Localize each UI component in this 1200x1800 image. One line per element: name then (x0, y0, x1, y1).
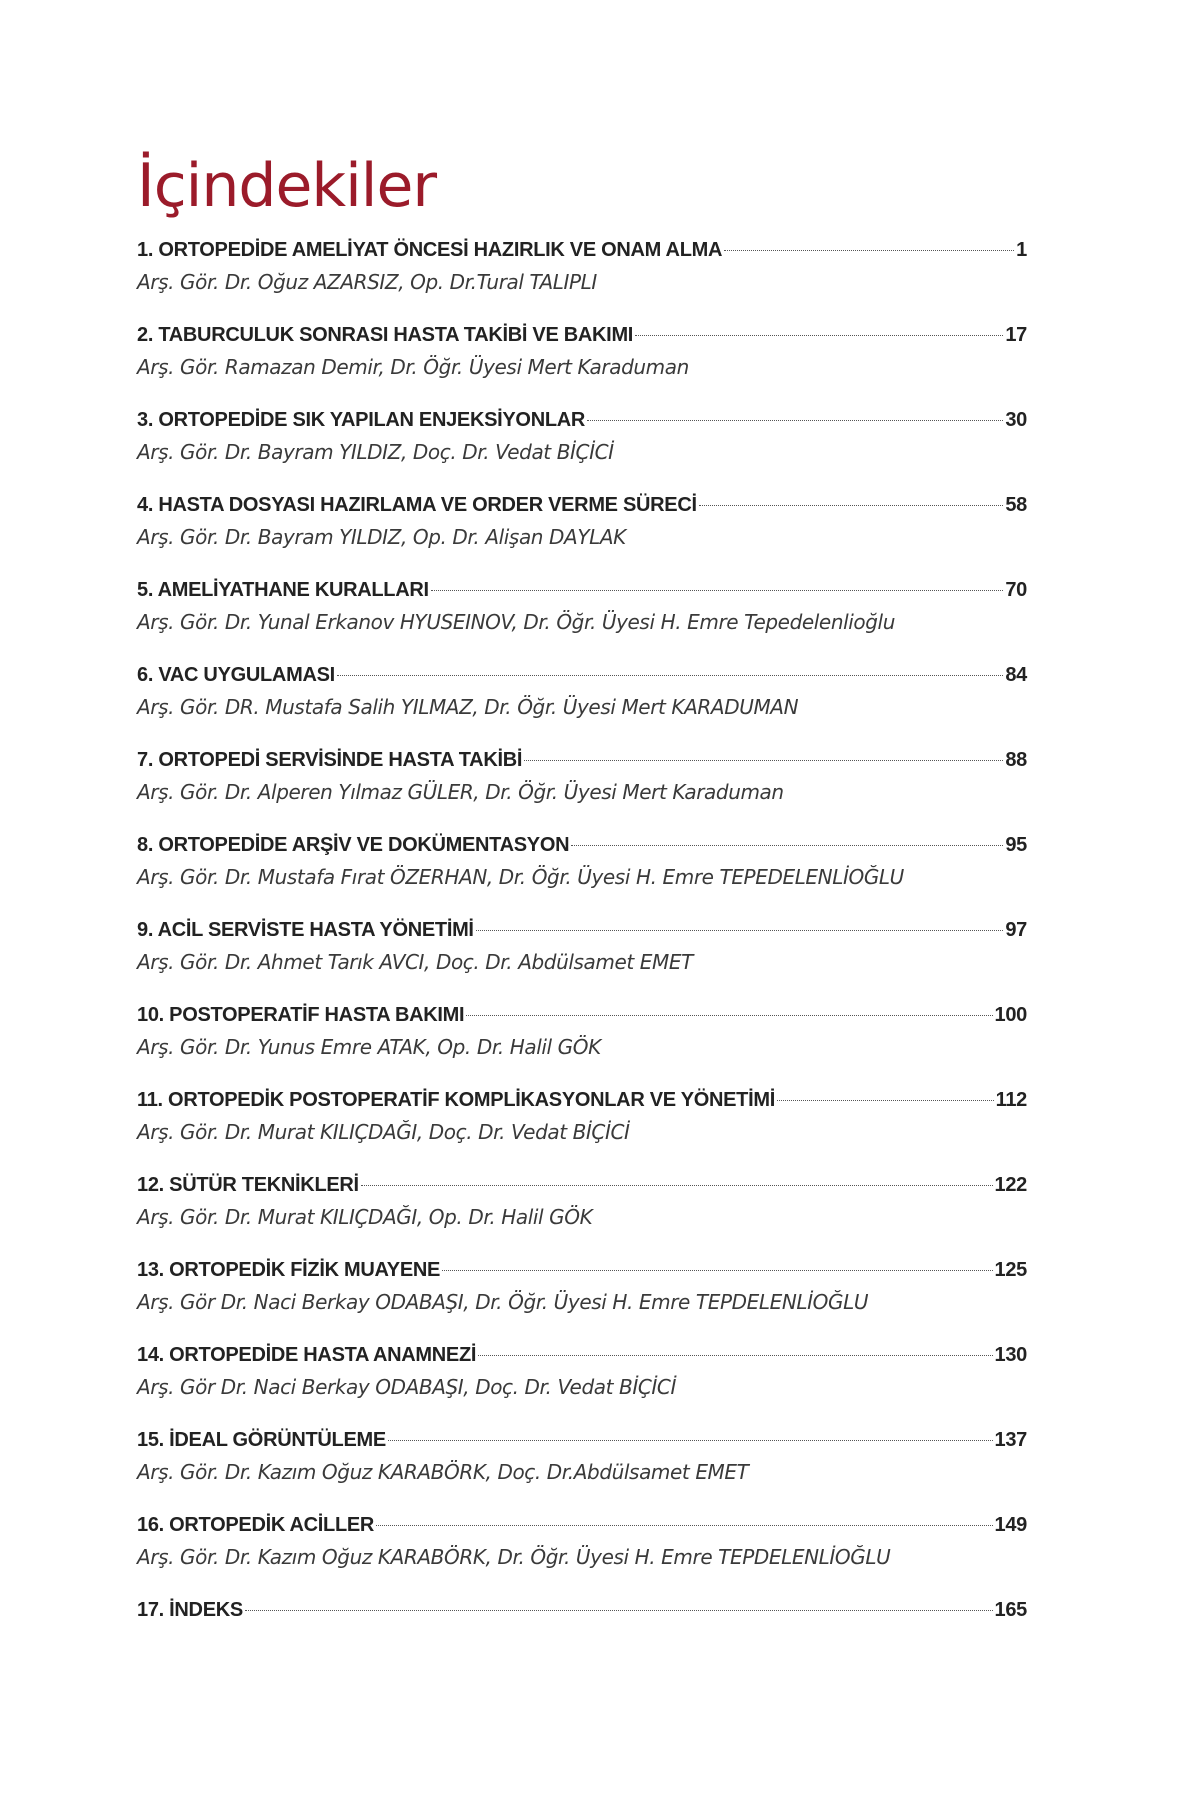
toc-heading-line (137, 404, 1027, 436)
page-number: 165 (994, 1599, 1027, 1621)
toc-entry[interactable] (137, 319, 1027, 404)
toc-heading-line (137, 1254, 1027, 1286)
page-number: 84 (1005, 664, 1027, 686)
page-number: 97 (1005, 919, 1027, 941)
dot-leader (524, 760, 1003, 761)
page-number: 58 (1005, 494, 1027, 516)
page-number: 112 (995, 1089, 1027, 1111)
page-number: 130 (994, 1344, 1027, 1366)
page-number: 70 (1005, 579, 1027, 601)
toc-entry[interactable] (137, 1084, 1027, 1169)
chapter-title: 5. AMELİYATHANE KURALLARI (137, 579, 429, 601)
toc-heading-line (137, 574, 1027, 606)
dot-leader (466, 1015, 992, 1016)
chapter-title: 6. VAC UYGULAMASI (137, 664, 335, 686)
chapter-title: 4. HASTA DOSYASI HAZIRLAMA VE ORDER VERME SÜRECİ (137, 494, 697, 516)
chapter-title: 11. ORTOPEDİK POSTOPERATİF KOMPLİKASYONLAR VE YÖNETİMİ (137, 1089, 775, 1111)
page-number: 1 (1016, 239, 1027, 261)
chapter-title: 14. ORTOPEDİDE HASTA ANAMNEZİ (137, 1344, 477, 1366)
toc-heading-line (137, 1594, 1027, 1626)
page-number: 88 (1005, 749, 1027, 771)
toc-heading-line (137, 1509, 1027, 1541)
chapter-title: 13. ORTOPEDİK FİZİK MUAYENE (137, 1259, 441, 1281)
chapter-title: 15. İDEAL GÖRÜNTÜLEME (137, 1429, 386, 1451)
toc-entry[interactable] (137, 404, 1027, 489)
dot-leader (476, 930, 1004, 931)
dot-leader (724, 250, 1014, 251)
chapter-title: 3. ORTOPEDİDE SIK YAPILAN ENJEKSİYONLAR (137, 409, 586, 431)
toc-heading-line (137, 319, 1027, 351)
chapter-authors: Arş. Gör Dr. Naci Berkay ODABAŞI, Doç. Dr. Vedat BİÇİCİ (137, 1375, 676, 1399)
chapter-title: 9. ACİL SERVİSTE HASTA YÖNETİMİ (137, 919, 474, 941)
dot-leader (431, 590, 1004, 591)
chapter-authors: Arş. Gör. DR. Mustafa Salih YILMAZ, Dr. Öğr. Üyesi Mert KARADUMAN (137, 695, 799, 719)
dot-leader (442, 1270, 992, 1271)
chapter-authors: Arş. Gör. Dr. Kazım Oğuz KARABÖRK, Doç. Dr.Abdülsamet EMET (137, 1460, 749, 1484)
page-number: 122 (994, 1174, 1027, 1196)
toc-heading-line (137, 744, 1027, 776)
dot-leader (777, 1100, 994, 1101)
page-number: 149 (994, 1514, 1027, 1536)
chapter-title: 2. TABURCULUK SONRASI HASTA TAKİBİ VE BAKIMI (137, 324, 634, 346)
toc-entry[interactable] (137, 1424, 1027, 1509)
toc-page (137, 150, 1027, 1634)
toc-entry[interactable] (137, 1254, 1027, 1339)
toc-heading-line (137, 999, 1027, 1031)
chapter-authors: Arş. Gör. Ramazan Demir, Dr. Öğr. Üyesi Mert Karaduman (137, 355, 689, 379)
toc-entry[interactable] (137, 489, 1027, 574)
toc-heading-line (137, 914, 1027, 946)
page-number: 95 (1005, 834, 1027, 856)
toc-entry[interactable] (137, 1594, 1027, 1634)
chapter-authors: Arş. Gör. Dr. Yunal Erkanov HYUSEINOV, Dr. Öğr. Üyesi H. Emre Tepedelenlioğlu (137, 610, 895, 634)
toc-entry[interactable] (137, 1339, 1027, 1424)
dot-leader (376, 1525, 992, 1526)
toc-heading-line (137, 1084, 1027, 1116)
chapter-authors: Arş. Gör. Dr. Murat KILIÇDAĞI, Op. Dr. Halil GÖK (137, 1205, 593, 1229)
toc-heading-line (137, 829, 1027, 861)
toc-entry[interactable] (137, 1169, 1027, 1254)
chapter-authors: Arş. Gör. Dr. Bayram YILDIZ, Doç. Dr. Vedat BİÇİCİ (137, 440, 614, 464)
dot-leader (699, 505, 1004, 506)
chapter-authors: Arş. Gör. Dr. Kazım Oğuz KARABÖRK, Dr. Öğr. Üyesi H. Emre TEPDELENLİOĞLU (137, 1545, 891, 1569)
chapter-authors: Arş. Gör Dr. Naci Berkay ODABAŞI, Dr. Öğr. Üyesi H. Emre TEPDELENLİOĞLU (137, 1290, 869, 1314)
page-number: 125 (994, 1259, 1027, 1281)
toc-entry[interactable] (137, 659, 1027, 744)
page-number: 100 (994, 1004, 1027, 1026)
chapter-authors: Arş. Gör. Dr. Yunus Emre ATAK, Op. Dr. Halil GÖK (137, 1035, 601, 1059)
toc-entry[interactable] (137, 829, 1027, 914)
chapter-authors: Arş. Gör. Dr. Bayram YILDIZ, Op. Dr. Alişan DAYLAK (137, 525, 626, 549)
toc-entry[interactable] (137, 914, 1027, 999)
chapter-authors: Arş. Gör. Dr. Ahmet Tarık AVCI, Doç. Dr. Abdülsamet EMET (137, 950, 693, 974)
dot-leader (635, 335, 1003, 336)
toc-entry[interactable] (137, 1509, 1027, 1594)
toc-heading-line (137, 659, 1027, 691)
dot-leader (478, 1355, 992, 1356)
chapter-title: 16. ORTOPEDİK ACİLLER (137, 1514, 375, 1536)
chapter-title: 1. ORTOPEDİDE AMELİYAT ÖNCESİ HAZIRLIK VE ONAM ALMA (137, 239, 723, 261)
chapter-authors: Arş. Gör. Dr. Oğuz AZARSIZ, Op. Dr.Tural TALIPLI (137, 270, 597, 294)
dot-leader (587, 420, 1003, 421)
dot-leader (245, 1610, 993, 1611)
toc-entry[interactable] (137, 744, 1027, 829)
chapter-title: 8. ORTOPEDİDE ARŞİV VE DOKÜMENTASYON (137, 834, 570, 856)
dot-leader (361, 1185, 993, 1186)
chapter-title: 7. ORTOPEDİ SERVİSİNDE HASTA TAKİBİ (137, 749, 523, 771)
chapter-authors: Arş. Gör. Dr. Murat KILIÇDAĞI, Doç. Dr. Vedat BİÇİCİ (137, 1120, 630, 1144)
toc-heading-line (137, 234, 1027, 266)
toc-heading-line (137, 489, 1027, 521)
chapter-authors: Arş. Gör. Dr. Alperen Yılmaz GÜLER, Dr. Öğr. Üyesi Mert Karaduman (137, 780, 784, 804)
toc-entry[interactable] (137, 234, 1027, 319)
page-number: 17 (1005, 324, 1027, 346)
dot-leader (388, 1440, 993, 1441)
dot-leader (571, 845, 1003, 846)
toc-entry[interactable] (137, 574, 1027, 659)
toc-heading-line (137, 1424, 1027, 1456)
toc-entry[interactable] (137, 999, 1027, 1084)
table-of-contents (137, 234, 1027, 1634)
dot-leader (337, 675, 1003, 676)
toc-heading-line (137, 1169, 1027, 1201)
page-title: İçindekiler (137, 151, 437, 221)
chapter-title: 12. SÜTÜR TEKNİKLERİ (137, 1174, 359, 1196)
toc-heading-line (137, 1339, 1027, 1371)
page-number: 30 (1005, 409, 1027, 431)
page-number: 137 (994, 1429, 1027, 1451)
chapter-title: 10. POSTOPERATİF HASTA BAKIMI (137, 1004, 465, 1026)
chapter-authors: Arş. Gör. Dr. Mustafa Fırat ÖZERHAN, Dr. Öğr. Üyesi H. Emre TEPEDELENLİOĞLU (137, 865, 904, 889)
chapter-title: 17. İNDEKS (137, 1599, 243, 1621)
